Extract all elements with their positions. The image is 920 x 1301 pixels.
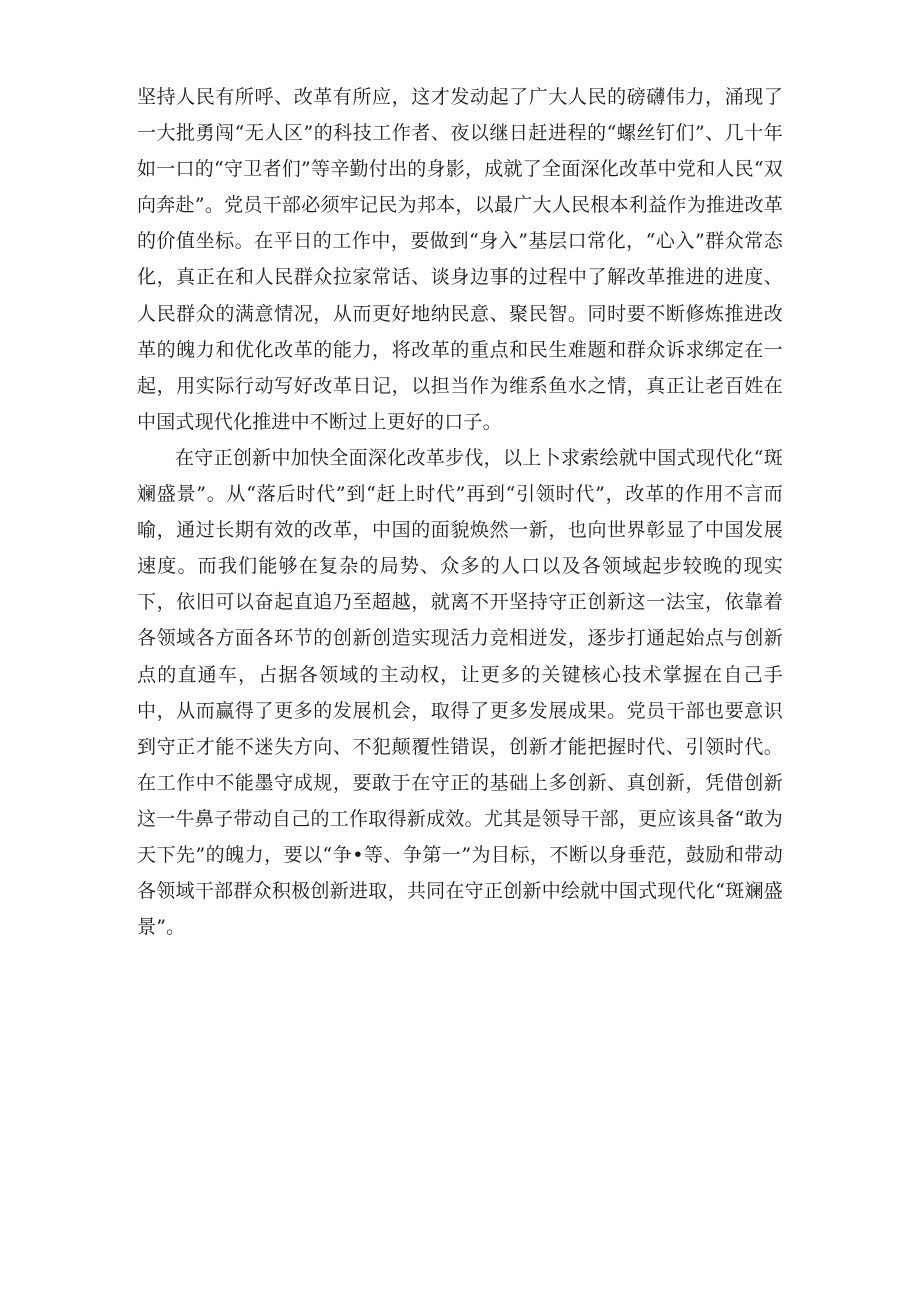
paragraph-reform-people: 坚持人民有所呼、改革有所应，这才发动起了广大人民的磅礴伟力，涌现了一大批勇闯“无人区”的科技工作者、夜以继日赶进程的“螺丝钉们”、几十年如一口的“守卫者们”等辛勤付出的身影，成就了全面深化改革中党和人民“双向奔赴”。党员干部必须牢记民为邦本，以最广大人民根本利益作为推进改革的价值坐标。在平日的工作中，要做到“身入”基层口常化，“心入”群众常态化，真正在和人民群众拉家常话、谈身边事的过程中了解改革推进的进度、人民群众的满意情况，从而更好地纳民意、聚民智。同时要不断修炼推进改革的魄力和优化改革的能力，将改革的重点和民生难题和群众诉求绑定在一起，用实际行动写好改革日记，以担当作为维系鱼水之情，真正让老百姓在中国式现代化推进中不断过上更好的口子。 [137, 86, 783, 433]
document-body [137, 79, 783, 945]
paragraph-innovation: 在守正创新中加快全面深化改革步伐，以上卜求索绘就中国式现代化“斑斓盛景”。从“落后时代”到“赶上时代”再到“引领时代”，改革的作用不言而喻，通过长期有效的改革，中国的面貌焕然一新，也向世界彰显了中国发展速度。而我们能够在复杂的局势、众多的人口以及各领域起步较晚的现实下，依旧可以奋起直追乃至超越，就离不开坚持守正创新这一法宝，依靠着各领域各方面各环节的创新创造实现活力竞相迸发，逐步打通起始点与创新点的直通车，占据各领域的主动权，让更多的关键核心技术掌握在自己手中，从而赢得了更多的发展机会，取得了更多发展成果。党员干部也要意识到守正才能不迷失方向、不犯颠覆性错误，创新才能把握时代、引领时代。在工作中不能墨守成规，要敢于在守正的基础上多创新、真创新，凭借创新这一牛鼻子带动自己的工作取得新成效。尤其是领导干部，更应该具备“敢为天下先”的魄力，要以“争•等、争第一”为目标，不断以身垂范，鼓励和带动各领域干部群众积极创新进取，共同在守正创新中绘就中国式现代化“斑斓盛景”。 [137, 446, 783, 939]
